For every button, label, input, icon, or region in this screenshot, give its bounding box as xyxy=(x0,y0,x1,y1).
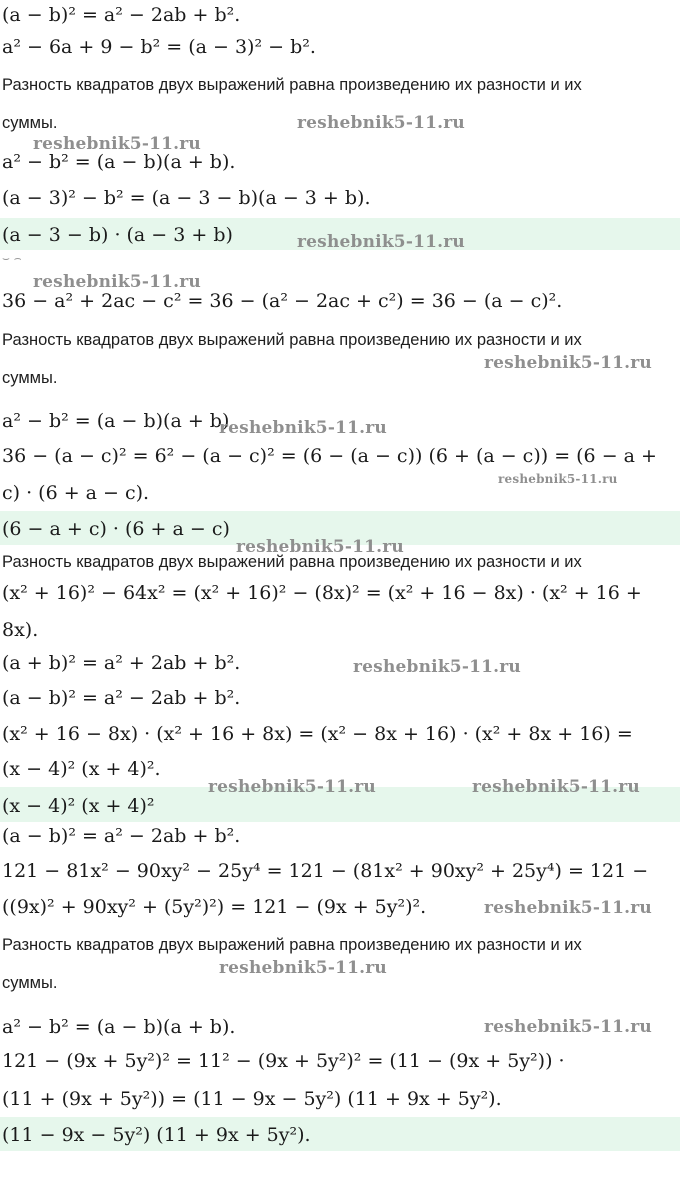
formula-line: a² − b² = (a − b)(a + b). xyxy=(2,151,236,173)
formula-line: 36 − (a − c)² = 6² − (a − c)² = (6 − (a − c)) (6 + (a − c)) = (6 − a + xyxy=(2,445,657,467)
formula-line: 121 − (9x + 5y²)² = 11² − (9x + 5y²)² = (11 − (9x + 5y²)) · xyxy=(2,1050,565,1072)
watermark-text: reshebnik5-11.ru xyxy=(33,272,201,292)
explanation-text: Разность квадратов двух выражений равна произведению их разности и их xyxy=(2,553,582,571)
explanation-text: суммы. xyxy=(2,974,58,992)
explanation-text: Разность квадратов двух выражений равна произведению их разности и их xyxy=(2,331,582,349)
watermark-text: reshebnik5-11.ru xyxy=(297,232,465,252)
formula-line: (a + b)² = a² + 2ab + b². xyxy=(2,652,241,674)
watermark-text: reshebnik5-11.ru xyxy=(484,353,652,373)
formula-line: ((9x)² + 90xy² + (5y²)²) = 121 − (9x + 5y²)². xyxy=(2,896,427,918)
watermark-text: reshebnik5-11.ru xyxy=(498,472,618,486)
formula-line: c) · (6 + a − c). xyxy=(2,482,150,504)
formula-line: (a − b)² = a² − 2ab + b². xyxy=(2,825,241,847)
watermark-text: reshebnik5-11.ru xyxy=(208,777,376,797)
formula-line: a² − b² = (a − b)(a + b). xyxy=(2,1016,236,1038)
explanation-text: Разность квадратов двух выражений равна произведению их разности и их xyxy=(2,76,582,94)
watermark-text: reshebnik5-11.ru xyxy=(472,777,640,797)
watermark-text: reshebnik5-11.ru xyxy=(219,958,387,978)
watermark-text: reshebnik5-11.ru xyxy=(353,657,521,677)
explanation-text: суммы. xyxy=(2,369,58,387)
watermark-text: reshebnik5-11.ru xyxy=(484,1017,652,1037)
formula-line: (a − b)² = a² − 2ab + b². xyxy=(2,4,241,26)
answer-line: (x − 4)² (x + 4)² xyxy=(2,795,155,817)
formula-line: (11 + (9x + 5y²)) = (11 − 9x − 5y²) (11 + 9x + 5y²). xyxy=(2,1088,502,1110)
formula-line: (a − 3)² − b² = (a − 3 − b)(a − 3 + b). xyxy=(2,187,371,209)
watermark-text: reshebnik5-11.ru xyxy=(484,898,652,918)
formula-line: (x − 4)² (x + 4)². xyxy=(2,758,161,780)
answer-line: (a − 3 − b) · (a − 3 + b) xyxy=(2,224,233,246)
answer-line: (11 − 9x − 5y²) (11 + 9x + 5y²). xyxy=(2,1124,311,1146)
watermark-text: reshebnik5-11.ru xyxy=(219,418,387,438)
clipped-text-fragment: ⌣ ⌢ xyxy=(2,251,22,265)
watermark-text: reshebnik5-11.ru xyxy=(236,537,404,557)
formula-line: 121 − 81x² − 90xy² − 25y⁴ = 121 − (81x² + 90xy² + 25y⁴) = 121 − xyxy=(2,860,649,882)
formula-line: 36 − a² + 2ac − c² = 36 − (a² − 2ac + c²) = 36 − (a − c)². xyxy=(2,290,563,312)
formula-line: (x² + 16)² − 64x² = (x² + 16)² − (8x)² = (x² + 16 − 8x) · (x² + 16 + xyxy=(2,582,642,604)
formula-line: a² − 6a + 9 − b² = (a − 3)² − b². xyxy=(2,36,316,58)
formula-line: 8x). xyxy=(2,619,39,641)
watermark-text: reshebnik5-11.ru xyxy=(33,134,201,154)
formula-line: a² − b² = (a − b)(a + b) xyxy=(2,410,230,432)
formula-line: (x² + 16 − 8x) · (x² + 16 + 8x) = (x² − 8x + 16) · (x² + 8x + 16) = xyxy=(2,723,633,745)
formula-line: (a − b)² = a² − 2ab + b². xyxy=(2,687,241,709)
watermark-text: reshebnik5-11.ru xyxy=(297,113,465,133)
answer-highlight xyxy=(0,1117,680,1151)
answer-line: (6 − a + c) · (6 + a − c) xyxy=(2,518,230,540)
explanation-text: Разность квадратов двух выражений равна произведению их разности и их xyxy=(2,936,582,954)
explanation-text: суммы. xyxy=(2,114,58,132)
